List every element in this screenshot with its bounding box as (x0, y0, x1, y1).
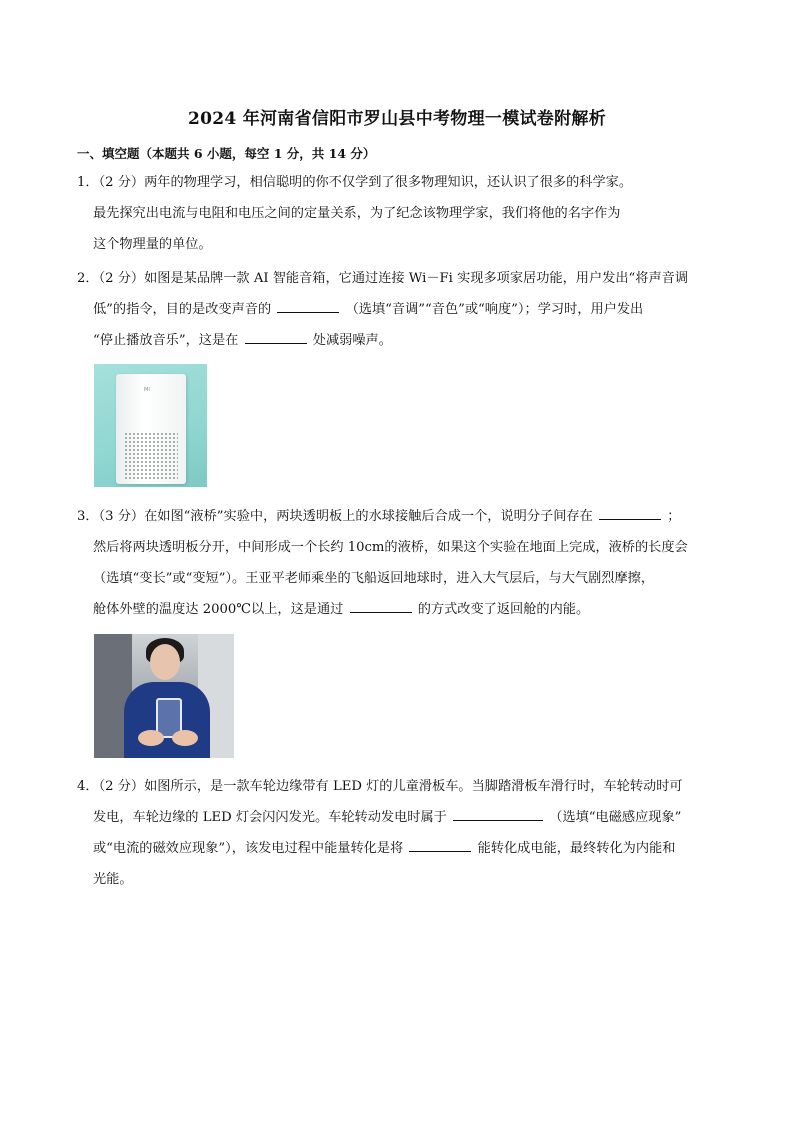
answer-blank[interactable] (599, 505, 661, 520)
question-2-line-2 (77, 294, 723, 325)
document-title: 2024 年河南省信阳市罗山县中考物理一模试卷附解析 (187, 109, 607, 129)
question-3-line-1 (77, 501, 723, 532)
section-heading: 一、填空题（本题共 6 小题，每空 1 分，共 14 分） (77, 146, 376, 161)
question-2-line-1: 2．（2 分）如图是某品牌一款 AI 智能音箱，它通过连接 Wi－Fi 实现多项家居功能，用户发出“将声音调 (77, 271, 689, 286)
question-3-line-4 (77, 594, 723, 625)
question-2-line-2-text-a: 低”的指令，目的是改变声音的 (93, 302, 272, 317)
smart-speaker-image (94, 364, 207, 487)
question-3-line-1-text-b: ； (667, 509, 681, 524)
speaker-grill (124, 432, 178, 480)
question-2-line-3-text-b: 处减弱噪声。 (312, 333, 392, 348)
answer-blank[interactable] (453, 806, 543, 821)
question-3-line-4-text-a: 舱体外壁的温度达 2000℃以上，这是通过 (93, 602, 344, 617)
question-4-line-1: 4．（2 分）如图所示，是一款车轮边缘带有 LED 灯的儿童滑板车。当脚踏滑板车滑行时，车轮转动时可 (77, 779, 683, 794)
answer-blank[interactable] (409, 837, 471, 852)
answer-blank[interactable] (277, 298, 339, 313)
astronaut-hand-right (172, 730, 198, 746)
astronaut-hand-left (138, 730, 164, 746)
question-2-line-3-text-a: “停止播放音乐”，这是在 (93, 333, 239, 348)
question-4-line-3-text-a: 或“电流的磁效应现象”），该发电过程中能量转化是将 (93, 841, 404, 856)
question-4 (77, 771, 723, 895)
question-1-line-1: 1．（2 分）两年的物理学习，相信聪明的你不仅学到了很多物理知识，还认识了很多的科学家。 (77, 175, 633, 190)
speaker-body (116, 374, 186, 484)
question-1-line-2: 最先探究出电流与电阻和电压之间的定量关系，为了纪念该物理学家，我们将他的名字作为 (93, 206, 621, 221)
answer-blank[interactable] (350, 598, 412, 613)
question-4-line-3-text-b: 能转化成电能，最终转化为内能和 (477, 841, 676, 856)
question-4-line-2 (77, 802, 723, 833)
question-2-line-3 (77, 325, 723, 356)
astronaut-face (150, 644, 180, 680)
question-2-line-2-text-b: （选填“音调”“音色”或“响度”）；学习时，用户发出 (345, 302, 644, 317)
question-3-line-1-text-a: 3．（3 分）在如图“液桥”实验中，两块透明板上的水球接触后合成一个，说明分子间存在 (77, 509, 593, 524)
question-4-line-3 (77, 833, 723, 864)
question-3-line-4-text-b: 的方式改变了返回舱的内能。 (417, 602, 590, 617)
question-4-line-2-text-a: 发电，车轮边缘的 LED 灯会闪闪发光。车轮转动发电时属于 (93, 810, 447, 825)
liquid-bridge-photo (94, 634, 234, 758)
speaker-logo: MI (144, 387, 150, 393)
question-2 (77, 263, 723, 356)
question-3-line-2: 然后将两块透明板分开，中间形成一个长约 10cm的液桥，如果这个实验在地面上完成，液桥的长度会 (93, 540, 688, 555)
question-3-line-3: （选填“变长”或“变短”）。王亚平老师乘坐的飞船返回地球时，进入大气层后，与大气剧烈摩擦， (93, 571, 655, 586)
question-1-line-3: 这个物理量的单位。 (93, 237, 212, 252)
question-4-line-2-text-b: （选填“电磁感应现象” (549, 810, 682, 825)
question-1 (77, 167, 723, 260)
question-4-line-4: 光能。 (93, 872, 133, 887)
answer-blank[interactable] (245, 329, 307, 344)
question-3 (77, 501, 723, 625)
